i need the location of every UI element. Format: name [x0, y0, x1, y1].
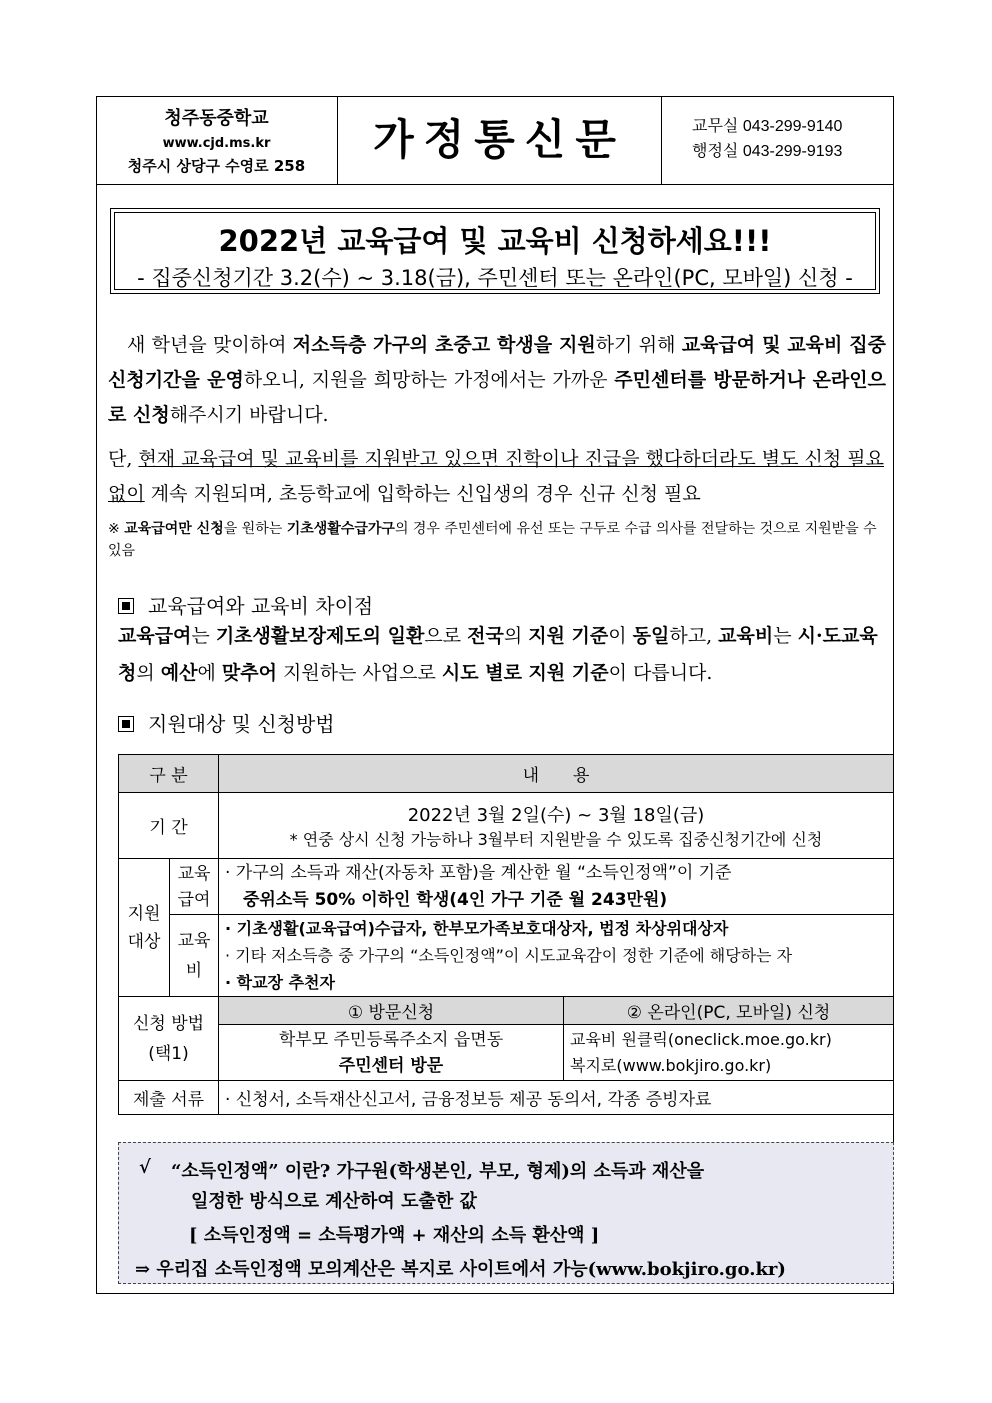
headline-box [110, 208, 880, 294]
intro-paragraph: 새 학년을 맞이하여 저소득층 가구의 초중고 학생을 지원하기 위해 교육급여 및 교육비 집중신청기간을 운영하오니, 지원을 희망하는 가정에서는 가까운 주민센터를 방문하거나 온라인으로 신청해주시기 바랍니다. [108, 334, 886, 426]
school-url[interactable]: www.cjd.ms.kr [162, 136, 271, 151]
difference-paragraph: 교육급여는 기초생활보장제도의 일환으로 전국의 지원 기준이 동일하고, 교육비는 시·도교육청의 예산에 맞추어 지원하는 사업으로 시도 별로 지원 기준이 다릅니다. [118, 625, 878, 684]
page-title: 가정통신문 [338, 96, 662, 184]
table-row [119, 1025, 894, 1081]
square-bullet-icon [118, 716, 134, 732]
section-heading-difference: 교육급여와 교육비 차이점 [118, 590, 373, 619]
table-row: 기 간 2022년 3월 2일(수) ~ 3월 18일(금) * 연중 상시 신청 가능하나 3월부터 지원받을 수 있도록 집중신청기간에 신청 [119, 793, 894, 859]
table-row: 제출 서류 · 신청서, 소득재산신고서, 금융정보등 제공 동의서, 각종 증빙자료 [119, 1081, 894, 1115]
visit-line-2: 주민센터 방문 [338, 1055, 444, 1076]
check-icon: √ [139, 1157, 151, 1178]
renewal-paragraph: 단, 현재 교육급여 및 교육비를 지원받고 있으면 진학이나 진급을 했다하더라도 별도 신청 필요없이 계속 지원되며, 초등학교에 입학하는 신입생의 경우 신규 신청 필요 [108, 448, 884, 505]
note-line-1: “소득인정액” 이란? 가구원(학생본인, 부모, 형제)의 소득과 재산을 [171, 1161, 705, 1182]
phone-academic: 교무실 043-299-9140 [692, 118, 843, 135]
benefit-line-1: · 가구의 소득과 재산(자동차 포함)을 계산한 월 “소득인정액”이 기준 [225, 862, 732, 883]
note-formula: [ 소득인정액 = 소득평가액 + 재산의 소득 환산액 ] [189, 1225, 600, 1246]
footnote: ※ 교육급여만 신청을 원하는 기초생활수급가구의 경우 주민센터에 유선 또는 구두로 수급 의사를 전달하는 것으로 지원받을 수 있음 [108, 521, 877, 559]
square-bullet-icon [118, 598, 134, 614]
benefit-line-2: 중위소득 50% 이하인 학생(4인 가구 기준 월 243만원) [243, 889, 668, 910]
cost-line-3: · 학교장 추천자 [225, 973, 335, 992]
school-name: 청주동중학교 [164, 108, 269, 129]
period-note: * 연중 상시 신청 가능하나 3월부터 지원받을 수 있도록 집중신청기간에 신청 [289, 830, 823, 849]
table-row: 신청 방법 (택1) ① 방문신청 ② 온라인(PC, 모바일) 신청 [119, 997, 894, 1025]
cost-line-1: · 기초생활(교육급여)수급자, 한부모가족보호대상자, 법정 차상위대상자 [225, 919, 729, 938]
contact-info [692, 114, 842, 164]
headline-title: 2022년 교육급여 및 교육비 신청하세요!!! [218, 224, 772, 258]
table-row: 교육 비 · 기초생활(교육급여)수급자, 한부모가족보호대상자, 법정 차상위대상자 · 기타 저소득층 중 가구의 “소득인정액”이 시도교육감이 정한 기준에 해당하는 자 · 학교장 추천자 [119, 915, 894, 997]
oneclick-link[interactable]: 교육비 원클릭(oneclick.moe.go.kr) [570, 1029, 832, 1049]
note-line-2: 일정한 방식으로 계산하여 도출한 값 [191, 1191, 477, 1212]
bokjiro-link[interactable]: 복지로(www.bokjiro.go.kr) [570, 1055, 772, 1075]
phone-admin: 행정실 043-299-9193 [692, 143, 843, 160]
table-row: 지원 대상 교육 급여 · 가구의 소득과 재산(자동차 포함)을 계산한 월 “소득인정액”이 기준 중위소득 50% 이하인 학생(4인 가구 기준 월 243만원) [119, 859, 894, 915]
eligibility-table [118, 754, 894, 1115]
section-heading-eligibility: 지원대상 및 신청방법 [118, 708, 335, 737]
table-row: 구 분 내 용 [119, 755, 894, 793]
school-address: 청주시 상당구 수영로 258 [127, 157, 306, 175]
income-note-box [118, 1142, 894, 1284]
headline-subtitle: - 집중신청기간 3.2(수) ~ 3.18(금), 주민센터 또는 온라인(PC, 모바일) 신청 - [137, 266, 853, 290]
visit-line-1: 학부모 주민등록주소지 읍면동 [278, 1029, 504, 1050]
period-main: 2022년 3월 2일(수) ~ 3월 18일(금) [407, 805, 705, 826]
cost-line-2: · 기타 저소득층 중 가구의 “소득인정액”이 시도교육감이 정한 기준에 해당하는 자 [225, 946, 793, 965]
note-line-3: ⇒ 우리집 소득인정액 모의계산은 복지로 사이트에서 가능(www.bokjiro.go.kr) [135, 1259, 786, 1280]
school-info [96, 96, 338, 184]
letter-header [96, 96, 894, 185]
